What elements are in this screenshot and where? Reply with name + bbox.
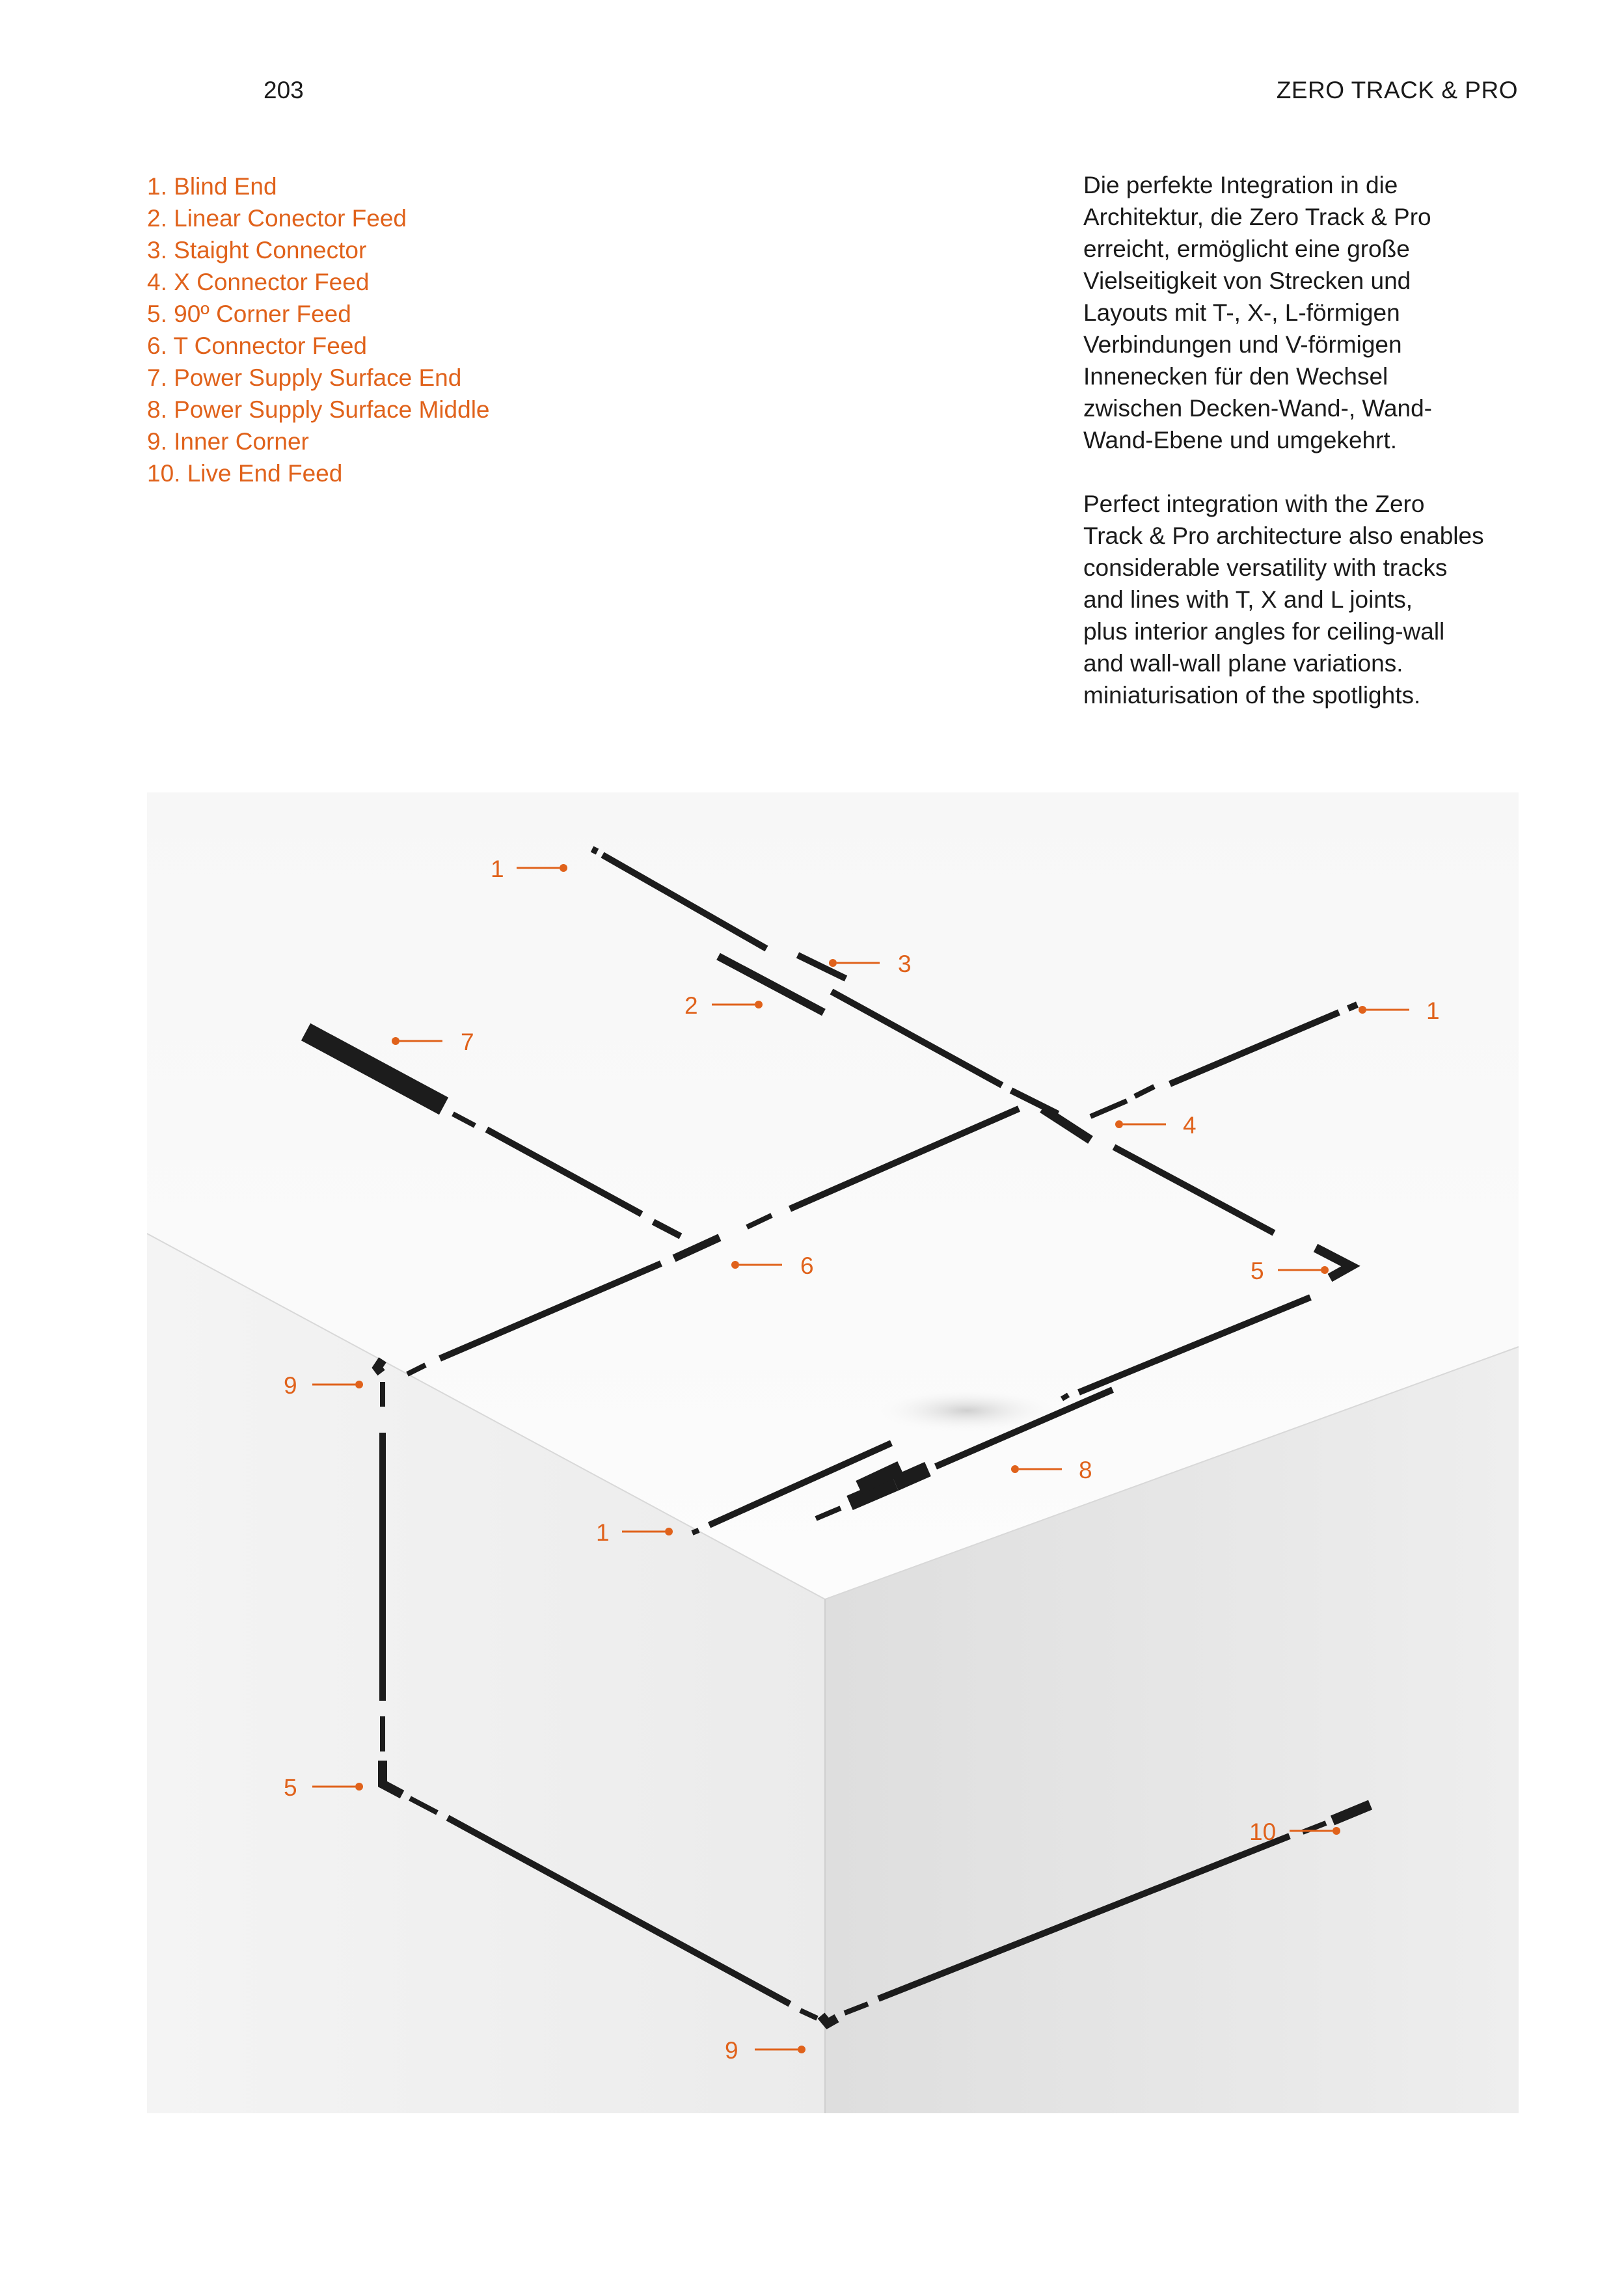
callout-label: 5 <box>1251 1258 1264 1284</box>
parts-list-item: 7. Power Supply Surface End <box>147 364 462 391</box>
page-number: 203 <box>264 77 304 103</box>
parts-list-item: 6. T Connector Feed <box>147 332 368 359</box>
description-line: miniaturisation of the spotlights. <box>1083 682 1421 709</box>
description-line: Die perfekte Integration in die <box>1083 172 1398 198</box>
parts-list-item: 3. Staight Connector <box>147 237 367 264</box>
callout-label: 3 <box>898 951 912 977</box>
callout-label: 8 <box>1079 1457 1092 1483</box>
description-line: plus interior angles for ceiling-wall <box>1083 618 1445 645</box>
callout-label: 1 <box>491 856 504 882</box>
track-system-illustration <box>147 792 1519 2113</box>
description-line: Architektur, die Zero Track & Pro <box>1083 204 1431 230</box>
parts-list <box>147 170 490 489</box>
description-line: Perfect integration with the Zero <box>1083 491 1425 517</box>
callout-label: 9 <box>725 2037 738 2064</box>
callout-label: 2 <box>684 992 698 1019</box>
description-line: Wand-Ebene und umgekehrt. <box>1083 427 1397 453</box>
callout-label: 9 <box>284 1372 297 1399</box>
callout-label: 7 <box>461 1029 474 1055</box>
callout-label: 6 <box>800 1252 814 1279</box>
track-system-svg <box>147 792 1519 2113</box>
callout-label: 1 <box>596 1519 610 1546</box>
description-line: Layouts mit T-, X-, L-förmigen <box>1083 299 1400 326</box>
fixture-shadow <box>869 1387 1064 1434</box>
description-line: considerable versatility with tracks <box>1083 554 1448 581</box>
description-line: and wall-wall plane variations. <box>1083 650 1403 677</box>
running-head: ZERO TRACK & PRO <box>1276 77 1518 103</box>
description-line: erreicht, ermöglicht eine große <box>1083 236 1410 262</box>
parts-list-item: 4. X Connector Feed <box>147 269 370 295</box>
description-line: Vielseitigkeit von Strecken und <box>1083 267 1411 294</box>
blind-end-part <box>692 1530 699 1533</box>
parts-list-item: 1. Blind End <box>147 173 277 200</box>
callout-label: 4 <box>1183 1112 1197 1139</box>
blind-end-part <box>1348 1005 1357 1008</box>
description-german <box>1083 169 1539 456</box>
parts-list-item: 5. 90º Corner Feed <box>147 301 351 327</box>
description <box>1083 169 1539 743</box>
blind-end-part <box>592 849 597 852</box>
parts-list-item: 9. Inner Corner <box>147 428 309 455</box>
callout-label: 10 <box>1249 1819 1277 1845</box>
track-segment <box>1062 1395 1068 1399</box>
description-line: zwischen Decken-Wand-, Wand- <box>1083 395 1432 422</box>
inner-corner-part <box>377 1360 383 1373</box>
callout-label: 5 <box>284 1774 297 1801</box>
parts-list-item: 8. Power Supply Surface Middle <box>147 396 490 423</box>
description-line: Verbindungen und V-förmigen <box>1083 331 1402 358</box>
callout-label: 1 <box>1426 997 1440 1024</box>
description-english <box>1083 488 1539 711</box>
description-line: Innenecken für den Wechsel <box>1083 363 1388 390</box>
description-line: Track & Pro architecture also enables <box>1083 522 1484 549</box>
description-line: and lines with T, X and L joints, <box>1083 586 1413 613</box>
parts-list-item: 2. Linear Conector Feed <box>147 205 407 232</box>
parts-list-item: 10. Live End Feed <box>147 460 343 487</box>
